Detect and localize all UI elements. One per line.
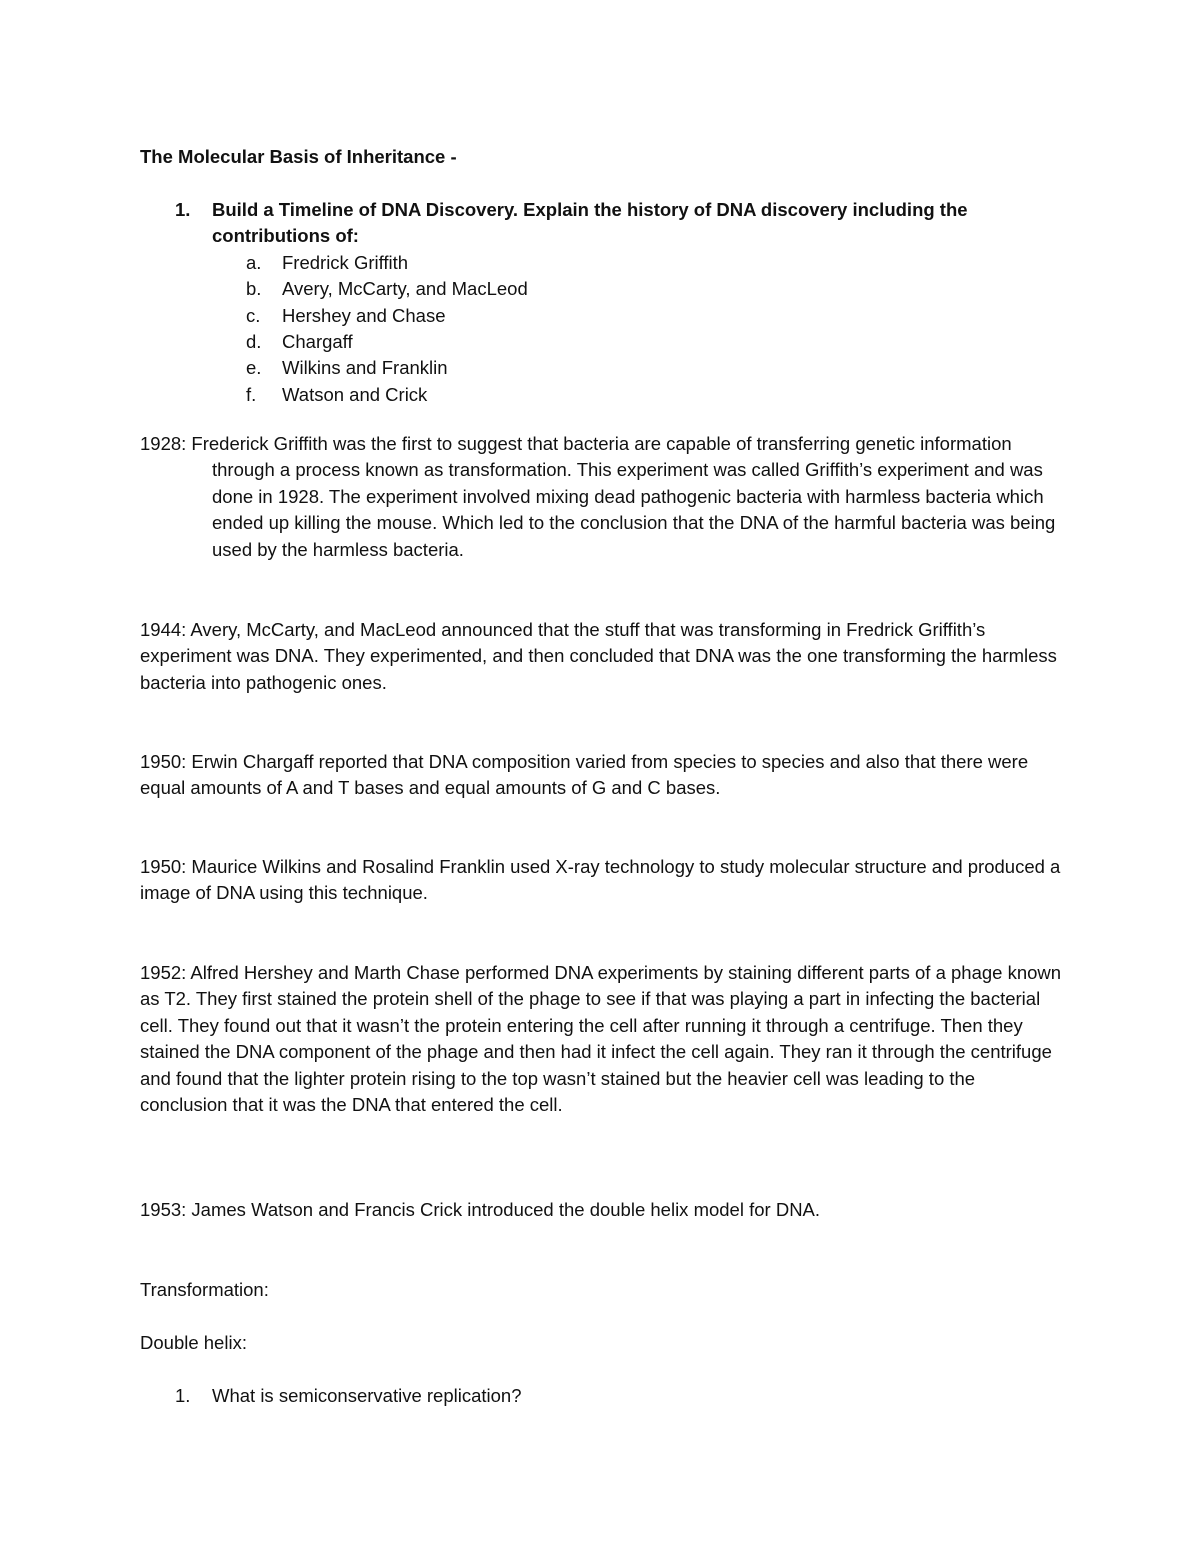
list-item	[140, 250, 1020, 276]
list-item-text: Wilkins and Franklin	[282, 357, 448, 379]
timeline-entry-1953: 1953: James Watson and Francis Crick introduced the double helix model for DNA.	[140, 1199, 821, 1220]
term-double-helix: Double helix:	[140, 1332, 247, 1353]
list-item-letter: d.	[246, 330, 262, 352]
list-item-letter: e.	[246, 357, 262, 379]
list-item-text: Watson and Crick	[282, 383, 428, 405]
list-item	[140, 303, 1020, 329]
question-1-number: 1.	[175, 199, 191, 220]
question-2-number: 1.	[175, 1385, 191, 1406]
list-item	[140, 276, 1020, 302]
list-item-letter: a.	[246, 251, 262, 273]
document-title: The Molecular Basis of Inheritance -	[140, 146, 457, 167]
list-item	[140, 329, 1020, 355]
question-1	[140, 197, 1020, 408]
term-transformation: Transformation:	[140, 1279, 269, 1300]
question-2	[140, 1383, 1020, 1409]
list-item-text: Hershey and Chase	[282, 304, 446, 326]
list-item	[140, 355, 1020, 381]
list-item-text: Chargaff	[282, 330, 353, 352]
question-1-text: Build a Timeline of DNA Discovery. Explain the history of DNA discovery including the contributions of:	[212, 199, 968, 247]
list-item-letter: c.	[246, 304, 261, 326]
list-item-letter: b.	[246, 278, 262, 300]
list-item-text: Avery, McCarty, and MacLeod	[282, 278, 528, 300]
question-2-text: What is semiconservative replication?	[212, 1385, 522, 1406]
timeline-entry-1950-wilkins: 1950: Maurice Wilkins and Rosalind Franklin used X-ray technology to study molecular structure and produced a image of DNA using this technique.	[140, 856, 1061, 904]
timeline-entry-1950-chargaff: 1950: Erwin Chargaff reported that DNA composition varied from species to species and also that there were equal amounts of A and T bases and equal amounts of G and C bases.	[140, 751, 1029, 799]
contributor-list	[140, 250, 1020, 408]
timeline-entry-1944: 1944: Avery, McCarty, and MacLeod announced that the stuff that was transforming in Fredrick Griffith’s experiment was DNA. They experimented, and then concluded that DNA was the one transforming the harmless bacteria into pathogenic ones.	[140, 619, 1057, 693]
timeline-entry-1952: 1952: Alfred Hershey and Marth Chase performed DNA experiments by staining different parts of a phage known as T2. They first stained the protein shell of the phage to see if that was playing a part in infecting the bacterial cell. They found out that it wasn’t the protein entering the cell after running it through a centrifuge. Then they stained the DNA component of the phage and then had it infect the cell again. They ran it through the centrifuge and found that the lighter protein rising to the top wasn’t stained but the heavier cell was leading to the conclusion that it was the DNA that entered the cell.	[140, 962, 1062, 1116]
timeline-entry-1928: 1928: Frederick Griffith was the first to suggest that bacteria are capable of transferring genetic information through a process known as transformation. This experiment was called Griffith’s experiment and was done in 1928. The experiment involved mixing dead pathogenic bacteria with harmless bacteria which ended up killing the mouse. Which led to the conclusion that the DNA of the harmful bacteria was being used by the harmless bacteria.	[140, 433, 1056, 560]
list-item-letter: f.	[246, 383, 257, 405]
list-item-text: Fredrick Griffith	[282, 251, 409, 273]
list-item	[140, 382, 1020, 408]
